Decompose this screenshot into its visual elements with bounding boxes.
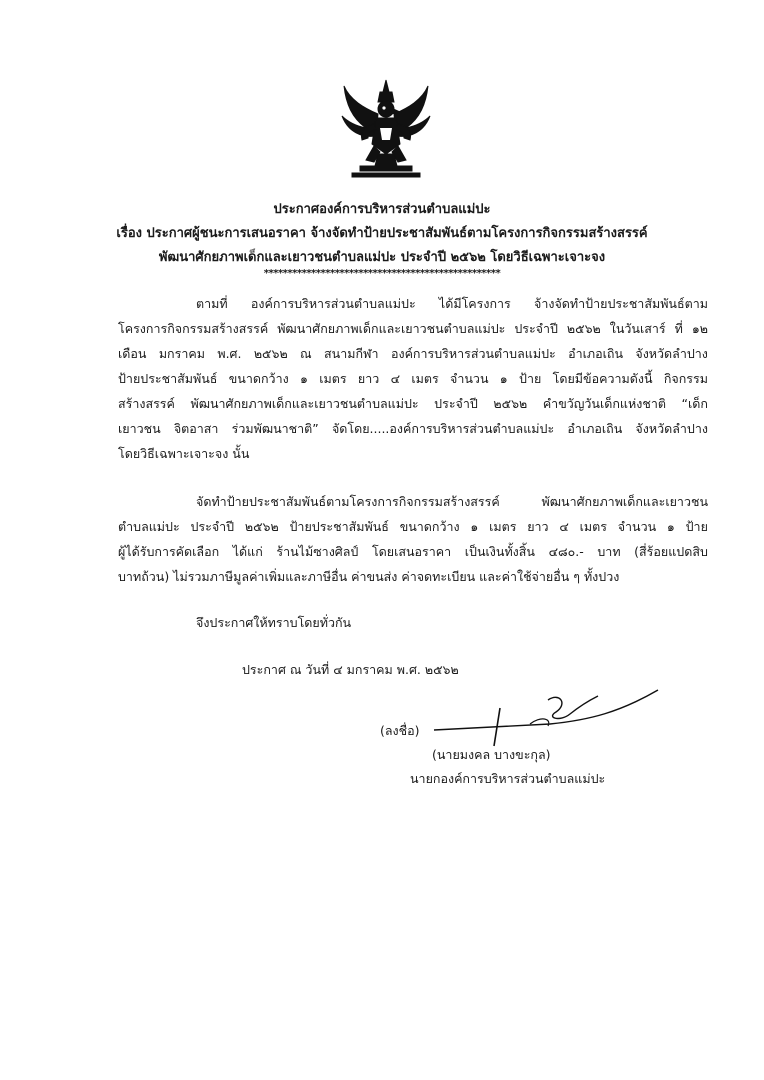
subject-line-2: พัฒนาศักยภาพเด็กและเยาวชนตำบลแม่ปะ ประจำปี ๒๕๖๒ โดยวิธีเฉพาะเจาะจง (158, 250, 606, 265)
para2-line-3: ผู้ได้รับการคัดเลือก ได้แก่ ร้านไม้ซางศิลป์ โดยเสนอราคา เป็นเงินทั้งสิ้น ๔๘๐.- บาท (สี่ร้อยแปดสิบ (118, 544, 708, 559)
para2-line-1: จัดทำป้ายประชาสัมพันธ์ตามโครงการกิจกรรมสร้างสรรค์ พัฒนาศักยภาพเด็กและเยาวชน (196, 494, 708, 509)
subject-line-1: เรื่อง ประกาศผู้ชนะการเสนอราคา จ้างจัดทำป้ายประชาสัมพันธ์ตามโครงการกิจกรรมสร้างสรรค์ (116, 226, 648, 241)
para1-line-7: โดยวิธีเฉพาะเจาะจง นั้น (118, 446, 250, 461)
para1-line-6: เยาวชน จิตอาสา ร่วมพัฒนาชาติ” จัดโดย.....องค์การบริหารส่วนตำบลแม่ปะ อำเภอเถิน จังหวัดลำปาง (118, 421, 708, 436)
para2-line-2: ตำบลแม่ปะ ประจำปี ๒๕๖๒ ป้ายประชาสัมพันธ์ ขนาดกว้าง ๑ เมตร ยาว ๔ เมตร จำนวน ๑ ป้าย (118, 519, 708, 534)
date-line: ประกาศ ณ วันที่ ๔ มกราคม พ.ศ. ๒๕๖๒ (242, 662, 459, 677)
signer-position: นายกองค์การบริหารส่วนตำบลแม่ปะ (410, 771, 606, 786)
separator: ************************************************** (263, 268, 501, 279)
para2-line-4: บาทถ้วน) ไม่รวมภาษีมูลค่าเพิ่มและภาษีอื่น ค่าขนส่ง ค่าจดทะเบียน และค่าใช้จ่ายอื่น ๆ ทั้งปวง (118, 569, 620, 584)
announce-text: จึงประกาศให้ทราบโดยทั่วกัน (196, 615, 352, 630)
para1-line-2: โครงการกิจกรรมสร้างสรรค์ พัฒนาศักยภาพเด็กและเยาวชนตำบลแม่ปะ ประจำปี ๒๕๖๒ ในวันเสาร์ ที่ ๑๒ (118, 321, 708, 336)
announcement-title: ประกาศองค์การบริหารส่วนตำบลแม่ปะ (273, 202, 491, 217)
signer-name: (นายมงคล บางขะกุล) (432, 747, 551, 762)
para1-line-3: เดือน มกราคม พ.ศ. ๒๕๖๒ ณ สนามกีฬา องค์การบริหารส่วนตำบลแม่ปะ อำเภอเถิน จังหวัดลำปาง (118, 346, 708, 361)
garuda-emblem (338, 78, 434, 180)
handwritten-signature (430, 660, 670, 750)
para1-line-4: ป้ายประชาสัมพันธ์ ขนาดกว้าง ๑ เมตร ยาว ๔ เมตร จำนวน ๑ ป้าย โดยมีข้อความดังนี้ กิจกรรม (118, 371, 708, 386)
sign-label: (ลงชื่อ) (380, 723, 420, 738)
para1-line-1: ตามที่ องค์การบริหารส่วนตำบลแม่ปะ ได้มีโครงการ จ้างจัดทำป้ายประชาสัมพันธ์ตาม (196, 296, 708, 311)
para1-line-5: สร้างสรรค์ พัฒนาศักยภาพเด็กและเยาวชนตำบลแม่ปะ ประจำปี ๒๕๖๒ คำขวัญวันเด็กแห่งชาติ “เด็ก (118, 396, 708, 411)
